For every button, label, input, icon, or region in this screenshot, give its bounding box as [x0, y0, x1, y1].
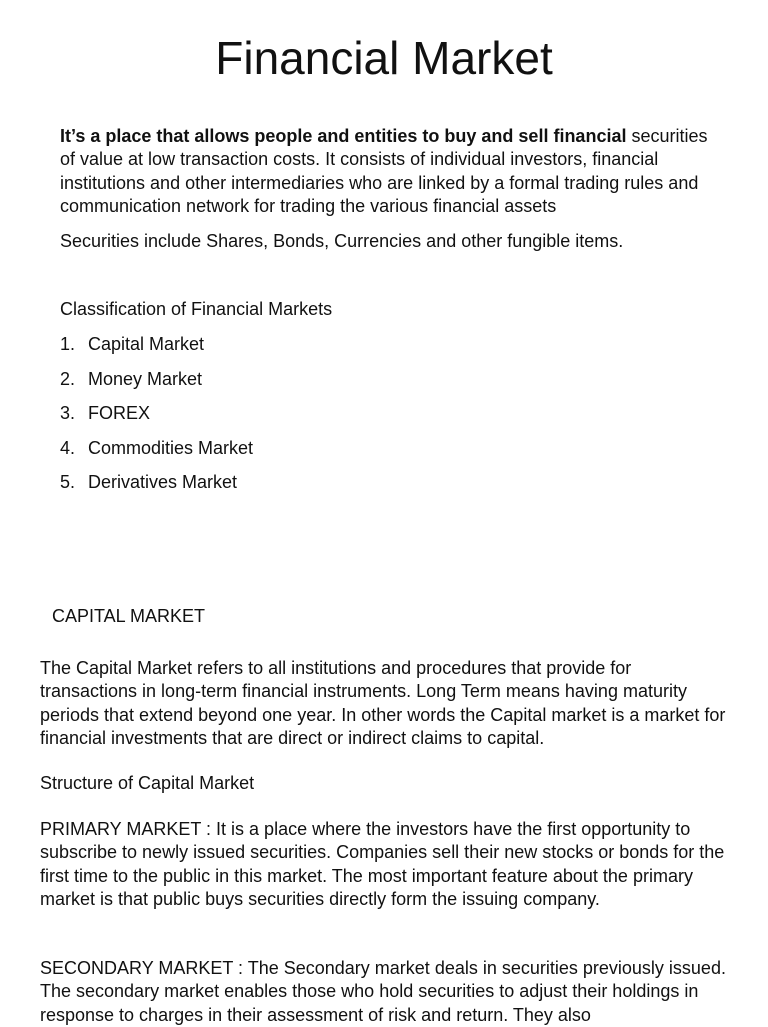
intro-lead-text: It’s a place that allows people and entities to buy and sell financial: [60, 126, 627, 146]
list-item: [60, 402, 253, 437]
intro-rest-text: securities of value at low transaction costs. It consists of individual investors, financial institutions and other intermediaries who are linked by a formal trading rules and communication network for trading the various financial assets: [60, 126, 708, 216]
securities-paragraph: Securities include Shares, Bonds, Currencies and other fungible items.: [60, 231, 624, 251]
list-item-number: 2.: [60, 368, 76, 389]
list-item-number: 3.: [60, 403, 76, 424]
list-item: [60, 437, 253, 472]
list-item-number: 4.: [60, 437, 76, 458]
page-title: Financial Market: [215, 32, 553, 84]
capital-market-description: The Capital Market refers to all institutions and procedures that provide for transactions in long-term financial instruments. Long Term means having maturity periods that extend beyond one year. In other words the Capital market is a market for financial investments that are direct or indirect claims to capital.: [40, 658, 726, 748]
list-item-number: 5.: [60, 472, 76, 493]
list-item: [60, 368, 253, 403]
list-item: [60, 333, 253, 368]
classification-list: [60, 333, 253, 506]
list-item-label: Commodities Market: [88, 437, 254, 458]
secondary-market-paragraph: SECONDARY MARKET : The Secondary market deals in securities previously issued. The secondary market enables those who hold securities to adjust their holdings in response to charges in their assessment of risk and return. They also: [40, 958, 726, 1025]
list-item-number: 1.: [60, 334, 76, 354]
list-item: [60, 471, 253, 506]
intro-paragraph: [60, 125, 720, 218]
primary-market-paragraph: PRIMARY MARKET : It is a place where the investors have the first opportunity to subscribe to newly issued securities. Companies sell their new stocks or bonds for the first time to the public in this market. The most important feature about the primary market is that public buys securities directly form the issuing company.: [40, 819, 725, 909]
list-item-label: Derivatives Market: [88, 472, 238, 493]
list-item-label: Capital Market: [88, 334, 205, 354]
structure-heading: Structure of Capital Market: [40, 773, 255, 793]
classification-heading: Classification of Financial Markets: [60, 299, 333, 319]
capital-market-heading: CAPITAL MARKET: [52, 606, 206, 626]
list-item-label: FOREX: [88, 403, 151, 424]
list-item-label: Money Market: [88, 368, 203, 389]
